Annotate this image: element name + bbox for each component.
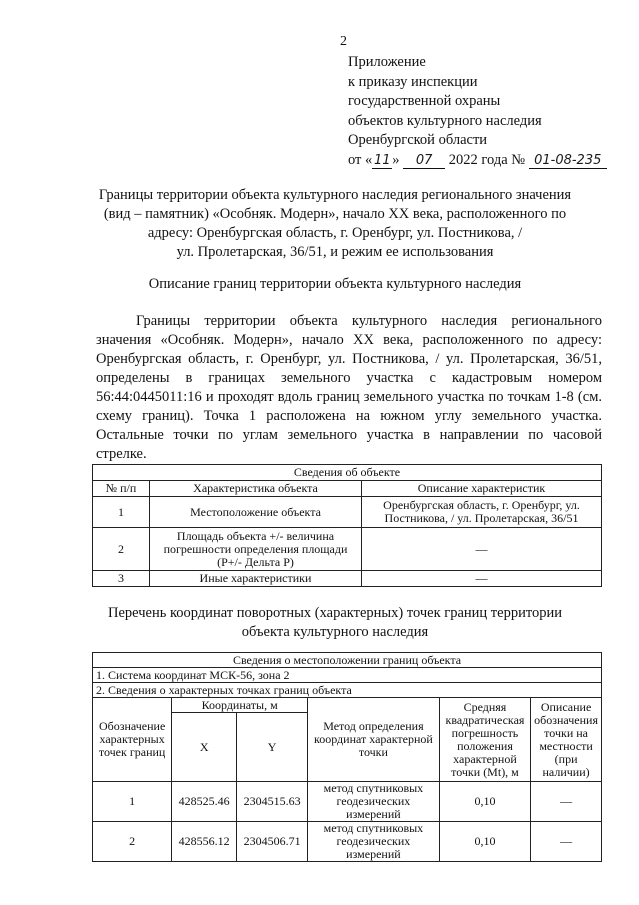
table-cell: — — [531, 822, 602, 862]
table-cell: Площадь объекта +/- величина погрешности определения площади (Р+/- Дельта Р) — [150, 528, 362, 571]
table-cell: — — [362, 528, 602, 571]
appendix-date-line — [348, 151, 607, 171]
table-cell: 0,10 — [439, 822, 530, 862]
table-cell: метод спутниковых геодезических измерений — [308, 782, 440, 822]
table-header: Метод определения координат характерной точки — [308, 698, 440, 782]
order-day: 11 — [374, 152, 391, 168]
order-year: 2022 года № — [448, 151, 526, 168]
appendix-header — [348, 53, 607, 170]
appendix-line: объектов культурного наследия — [348, 112, 542, 129]
table-cell: 2304506.71 — [237, 822, 308, 862]
table-row — [93, 782, 602, 822]
paragraph-text: Границы территории объекта культурного наследия регионального значения «Особняк. Модерн», начало XX века, расположенного по адресу: Оренбургская область, г. Оренбург, ул. Постникова, / ул. Пролетарская, 36/51, определены в границах земельного участка с кадастровым номером 56:44:0445011:16 и проходят вдоль границ земельного участка по точкам 1-8 (см. схему границ). Точка 1 расположена на южном углу земельного участка. Остальные точки по углам земельного участка в направлении по часовой стрелке. — [96, 313, 602, 462]
title-line: Границы территории объекта культурного наследия регионального значения — [98, 187, 572, 203]
table-header: Средняя квадратическая погрешность положения характерной точки (Mt), м — [439, 698, 530, 782]
table-header: Характеристика объекта — [150, 481, 362, 497]
table-cell: Местоположение объекта — [150, 497, 362, 528]
table-cell: — — [531, 782, 602, 822]
description-paragraph — [96, 312, 602, 464]
date-prefix: от « — [348, 151, 373, 168]
table-header: № п/п — [93, 481, 150, 497]
table-cell: 2 — [93, 528, 150, 571]
table-cell: — — [362, 571, 602, 587]
table-cell: 428525.46 — [172, 782, 237, 822]
table-row — [93, 571, 602, 587]
page-number: 2 — [340, 34, 347, 49]
coordinates-list-title — [70, 604, 600, 642]
table-cell: 1 — [93, 497, 150, 528]
section-subtitle: Описание границ территории объекта культурного наследия — [148, 276, 522, 292]
table-cell: 0,10 — [439, 782, 530, 822]
table-header: Координаты, м — [172, 698, 308, 713]
coordinates-table — [92, 652, 602, 862]
table-row — [93, 528, 602, 571]
table-row — [93, 822, 602, 862]
object-info-table — [92, 464, 602, 587]
table-cell: 2304515.63 — [237, 782, 308, 822]
title-line: адресу: Оренбургская область, г. Оренбург, ул. Постникова, / — [147, 225, 523, 241]
table-cell: Оренбургская область, г. Оренбург, ул. Постникова, / ул. Пролетарская, 36/51 — [362, 497, 602, 528]
table-caption: Сведения о местоположении границ объекта — [93, 653, 602, 668]
table-header: Описание обозначения точки на местности (при наличии) — [531, 698, 602, 782]
appendix-line: к приказу инспекции — [348, 73, 478, 90]
table-cell: 428556.12 — [172, 822, 237, 862]
table-cell: 1 — [93, 782, 172, 822]
section-label: 2. Сведения о характерных точках границ объекта — [93, 683, 602, 698]
table-cell: 3 — [93, 571, 150, 587]
appendix-line: государственной охраны — [348, 93, 501, 109]
table-header: Описание характеристик — [362, 481, 602, 497]
title-line: ул. Пролетарская, 36/51, и режим ее использования — [176, 244, 494, 260]
table-cell: Иные характеристики — [150, 571, 362, 587]
table-cell: метод спутниковых геодезических измерений — [308, 822, 440, 862]
table-row — [93, 497, 602, 528]
table-header: X — [172, 713, 237, 782]
order-number: 01-08-235 — [529, 154, 607, 169]
table-header: Y — [237, 713, 308, 782]
list-title-line: объекта культурного наследия — [241, 624, 429, 640]
table-caption: Сведения об объекте — [93, 465, 602, 481]
appendix-line: Приложение — [348, 54, 426, 70]
table-header: Обозначение характерных точек границ — [93, 698, 172, 782]
order-month: 07 — [403, 154, 445, 169]
date-mid: » — [392, 151, 400, 168]
appendix-line: Оренбургской области — [348, 132, 488, 148]
document-title — [70, 186, 600, 262]
table-cell: 2 — [93, 822, 172, 862]
title-line: (вид – памятник) «Особняк. Модерн», начало XX века, расположенного по — [103, 206, 567, 222]
list-title-line: Перечень координат поворотных (характерных) точек границ территории — [107, 605, 563, 621]
coordinate-system: 1. Система координат МСК-56, зона 2 — [93, 668, 602, 683]
